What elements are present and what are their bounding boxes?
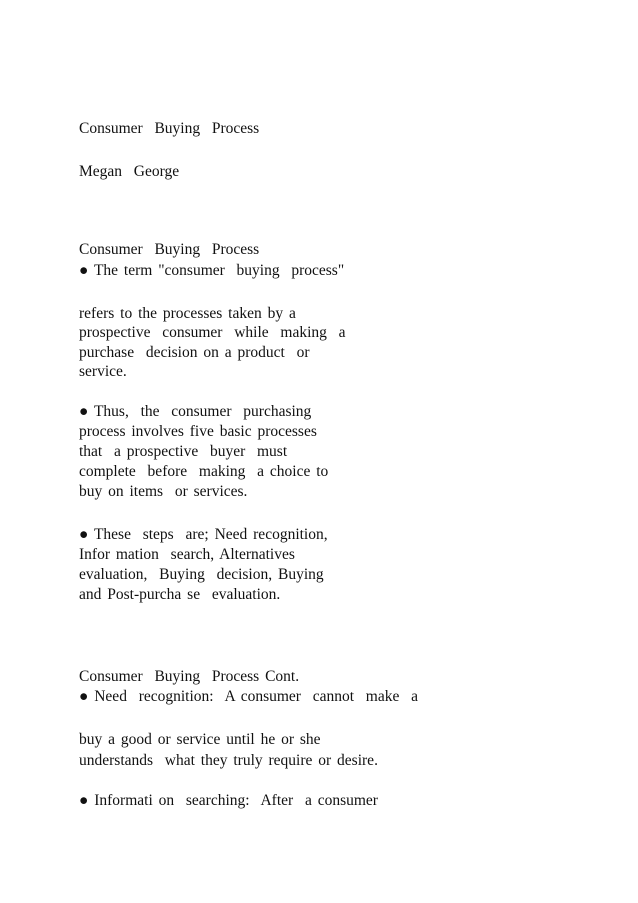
document-title: Consumer Buying Process [79,120,260,137]
slide-1-para-2-line-3: that a prospective buyer must [79,443,288,460]
slide-2-para-1-line-1: buy a good or service until he or she [79,731,321,748]
slide-1-para-1-line-1: refers to the processes taken by a [79,305,296,322]
slide-1-para-2-line-5: buy on items or services. [79,483,248,500]
slide-1-para-3-line-1: ● These steps are; Need recognition, [79,526,328,543]
slide-1-para-3-line-3: evaluation, Buying decision, Buying [79,566,324,583]
author-name: Megan George [79,163,180,180]
slide-1-para-2-line-2: process involves five basic processes [79,423,317,440]
slide-1-para-1-line-3: purchase decision on a product or [79,344,310,361]
slide-1-para-1-line-2: prospective consumer while making a [79,324,346,341]
slide-1-para-3-line-4: and Post-purcha se evaluation. [79,586,281,603]
slide-2-bullet-2: ● Informati on searching: After a consumer [79,792,378,809]
slide-2-bullet-1: ● Need recognition: A consumer cannot make a [79,688,418,705]
slide-1-para-2-line-4: complete before making a choice to [79,463,329,480]
slide-1-bullet-1: ● The term "consumer buying process" [79,262,345,279]
slide-1-heading: Consumer Buying Process [79,241,260,258]
slide-2-heading: Consumer Buying Process Cont. [79,668,300,685]
slide-2-para-1-line-2: understands what they truly require or desire. [79,752,378,769]
slide-1-para-3-line-2: Infor mation search, Alternatives [79,546,295,563]
slide-1-para-2-line-1: ● Thus, the consumer purchasing [79,403,312,420]
slide-1-para-1-line-4: service. [79,363,127,380]
